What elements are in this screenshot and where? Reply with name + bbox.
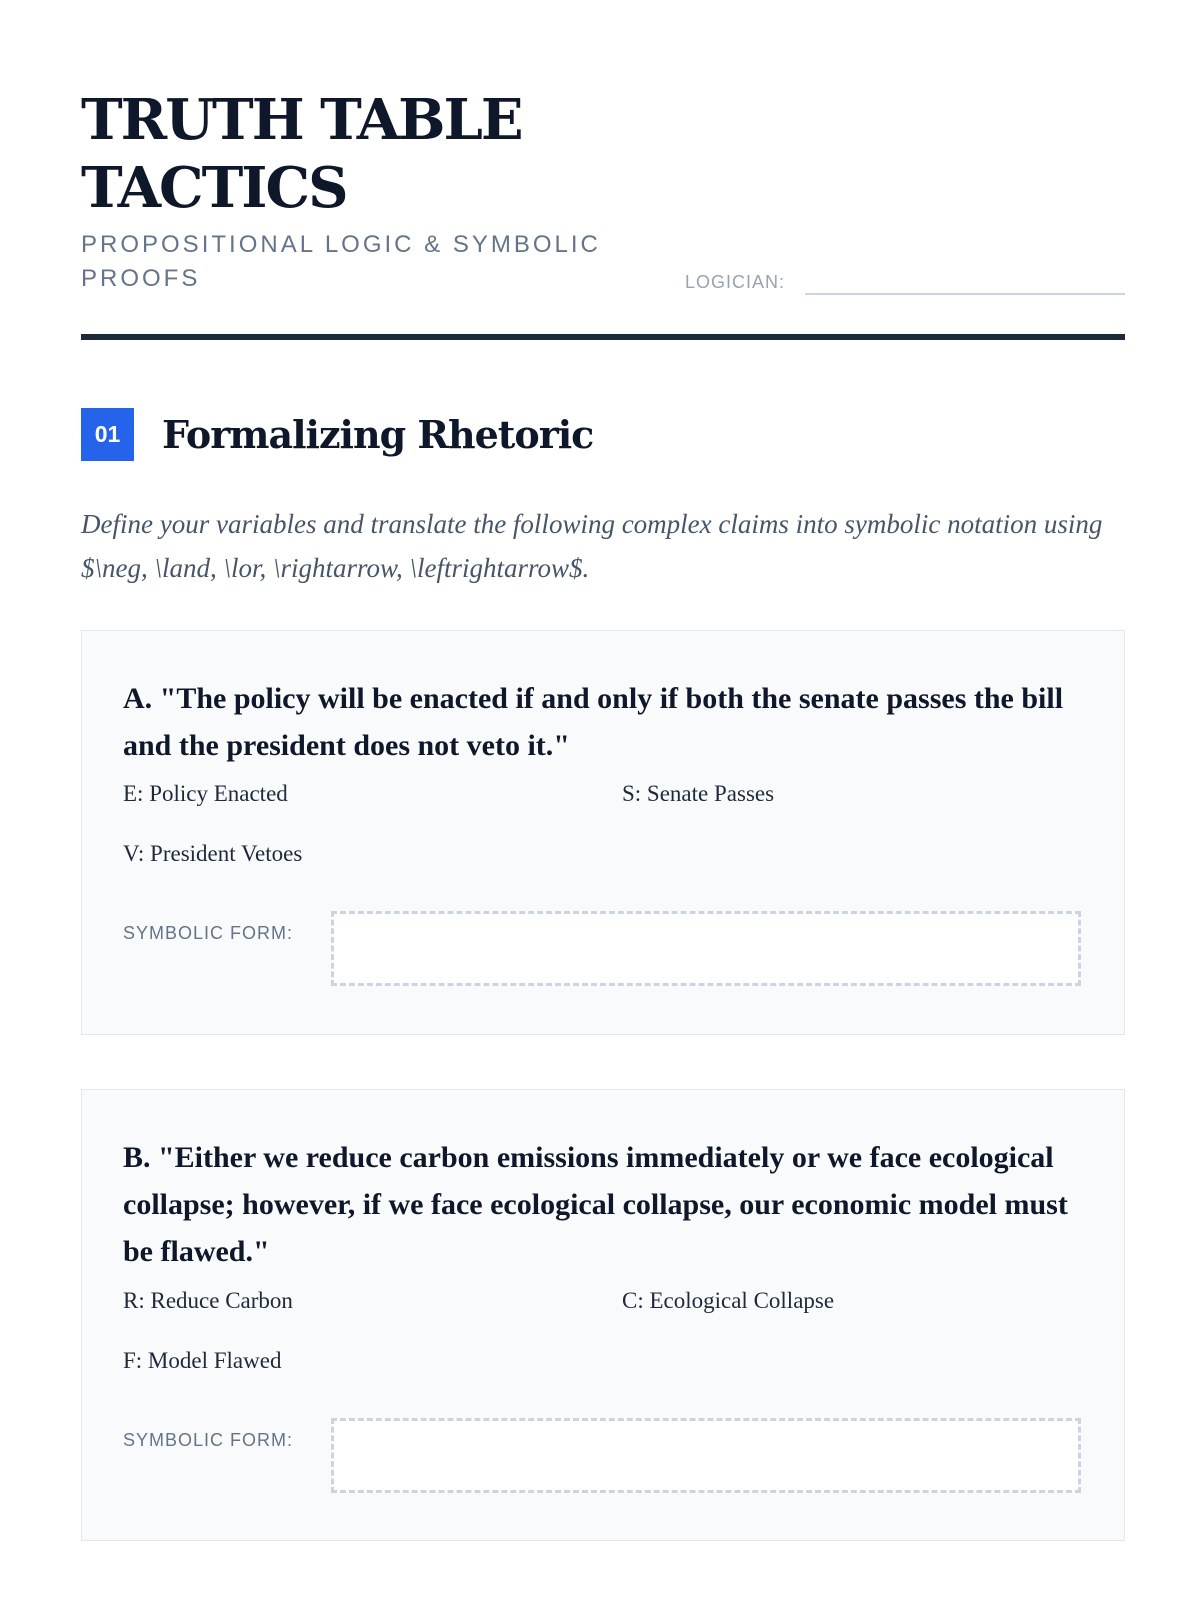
- symbolic-form-label: SYMBOLIC FORM:: [123, 923, 294, 943]
- logician-input-line[interactable]: [805, 293, 1125, 295]
- question-prompt: B. "Either we reduce carbon emissions immediately or we face ecological collapse; however, if we face ecological collapse, our economic model must be flawed.": [123, 1141, 1068, 1268]
- section-instructions: Define your variables and translate the following complex claims into symbolic notation using $\neg, \land, \lor, \rightarrow, \leftrightarrow$.: [81, 509, 1103, 583]
- variable-definition: S: Senate Passes: [622, 781, 775, 806]
- header-divider: [81, 334, 1125, 340]
- symbolic-form-input[interactable]: [331, 1418, 1081, 1493]
- logician-label: LOGICIAN:: [685, 272, 786, 292]
- symbolic-form-label: SYMBOLIC FORM:: [123, 1430, 294, 1450]
- variable-definition: E: Policy Enacted: [123, 781, 288, 806]
- logician-field[interactable]: [685, 268, 1125, 296]
- variable-definition: V: President Vetoes: [123, 841, 303, 866]
- symbolic-form-input[interactable]: [331, 911, 1081, 986]
- variable-definition: R: Reduce Carbon: [123, 1288, 293, 1313]
- section-header: [81, 408, 1125, 462]
- question-card-a: [81, 630, 1125, 1035]
- question-card-b: [81, 1089, 1125, 1541]
- page-subtitle: PROPOSITIONAL LOGIC & SYMBOLIC PROOFS: [81, 231, 601, 292]
- variable-definition: C: Ecological Collapse: [622, 1288, 835, 1313]
- question-prompt: A. "The policy will be enacted if and only if both the senate passes the bill and the president does not veto it.": [123, 682, 1064, 762]
- variable-definition: F: Model Flawed: [123, 1348, 282, 1373]
- page-title: TRUTH TABLE TACTICS: [81, 87, 522, 221]
- section-number-badge: 01: [81, 408, 134, 461]
- section-title: Formalizing Rhetoric: [162, 412, 594, 457]
